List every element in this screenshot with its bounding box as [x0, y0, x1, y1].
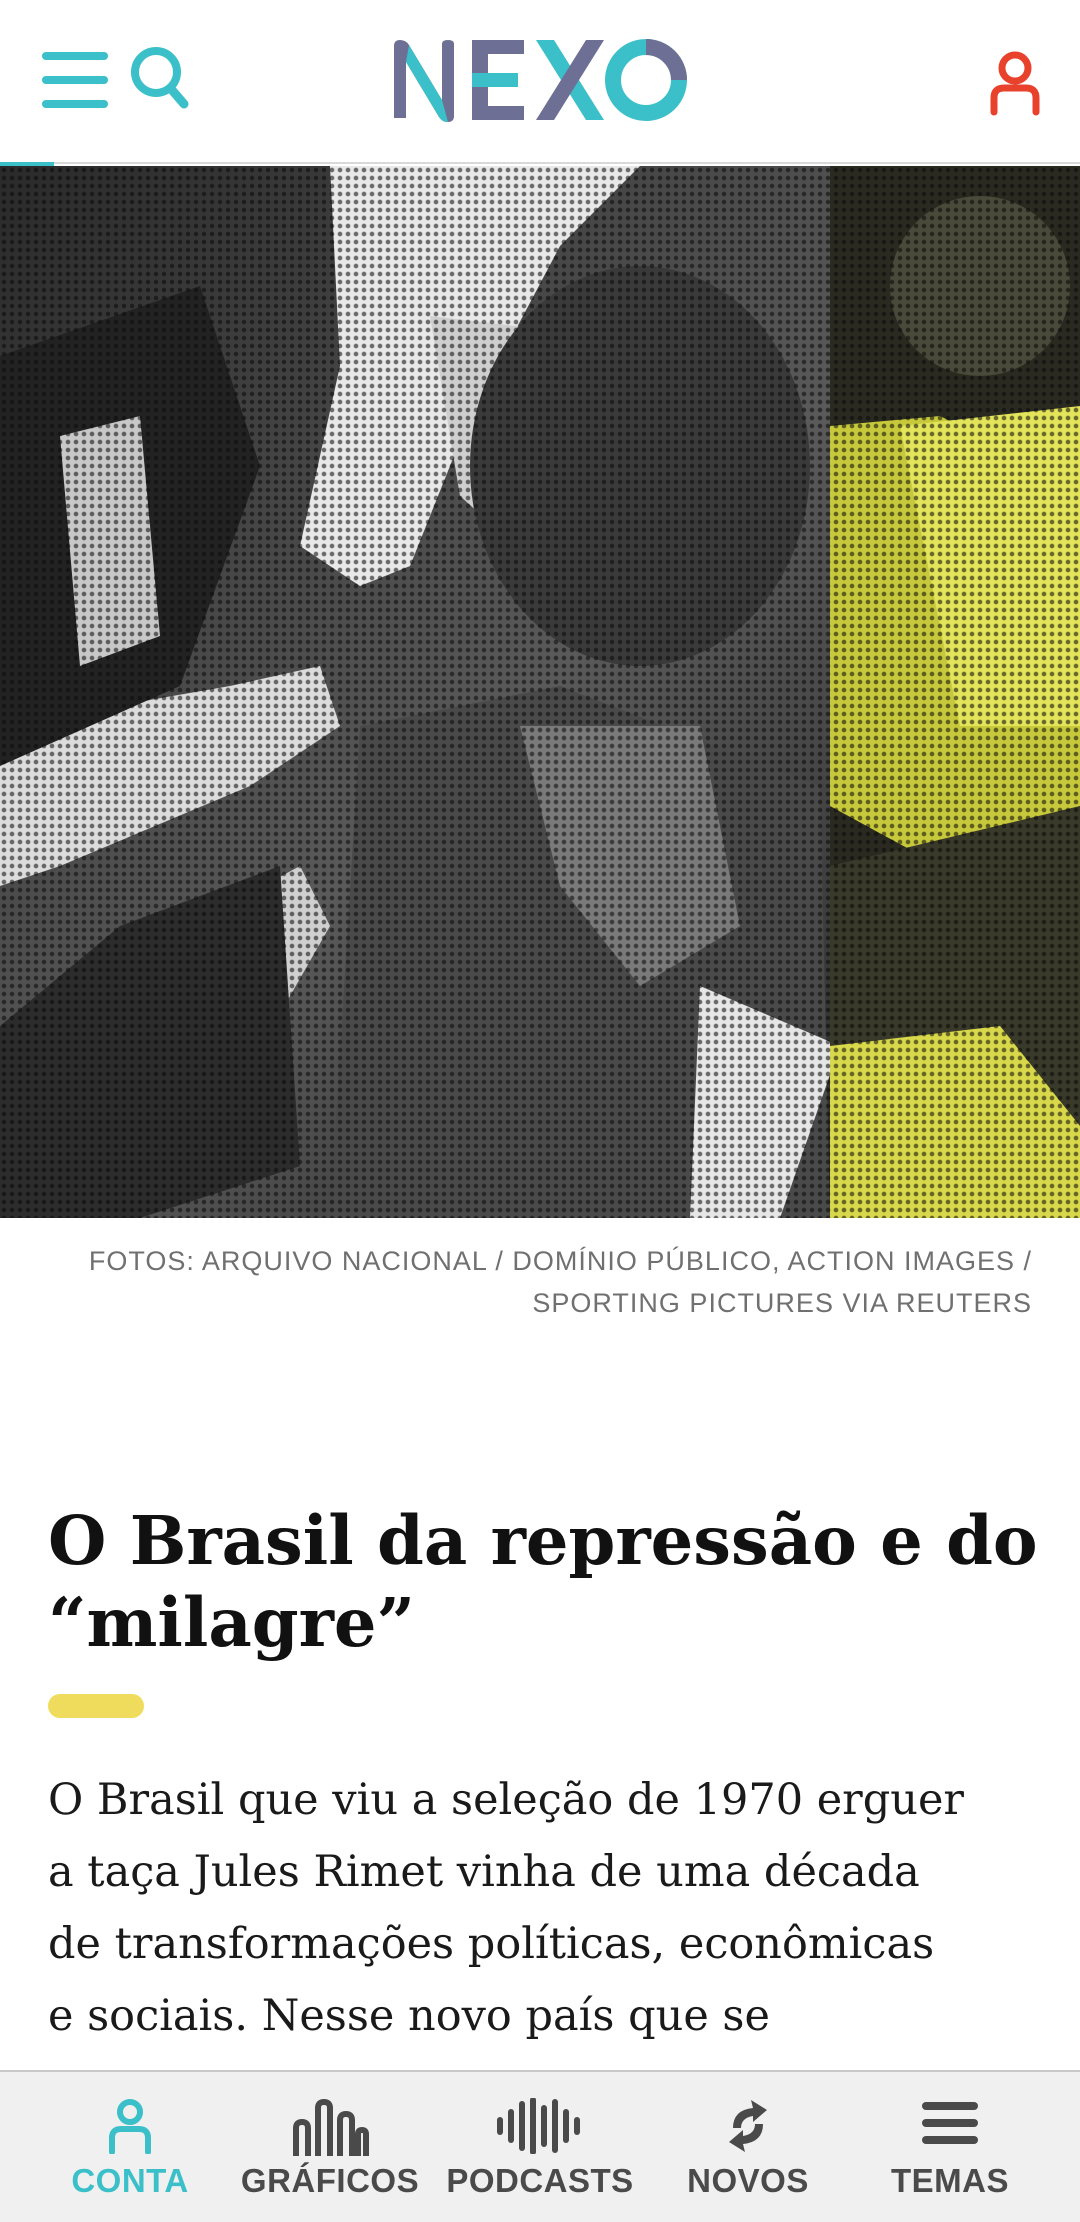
hero-photo: [0, 166, 1080, 1218]
user-icon[interactable]: [990, 50, 1040, 116]
nav-label: PODCASTS: [446, 2162, 634, 2199]
body-line: O Brasil que viu a seleção de 1970 erguer: [48, 1775, 964, 1825]
refresh-icon: [723, 2098, 773, 2159]
title-line-1: O Brasil da repressão e do: [48, 1501, 1038, 1580]
nav-label: CONTA: [71, 2162, 189, 2199]
article-title: [48, 1500, 1048, 1664]
nexo-logo[interactable]: [390, 38, 690, 122]
body-line: a taça Jules Rimet vinha de uma década: [48, 1847, 920, 1897]
article-body: [48, 1764, 1048, 2052]
hamburger-menu-icon[interactable]: [42, 52, 108, 108]
nav-podcasts[interactable]: [440, 2070, 640, 2220]
menu-lines-icon: [920, 2098, 980, 2153]
top-header: [0, 0, 1080, 164]
nav-temas[interactable]: [850, 2070, 1050, 2220]
nexo-logo-mark: [390, 38, 690, 122]
nav-label: GRÁFICOS: [240, 2162, 420, 2199]
caption-line-2: SPORTING PICTURES VIA REUTERS: [532, 1288, 1032, 1318]
title-underline-accent: [48, 1694, 144, 1718]
nav-conta[interactable]: [30, 2070, 230, 2220]
search-icon[interactable]: [128, 44, 190, 110]
body-line: e sociais. Nesse novo país que se: [48, 1991, 770, 2041]
bar-chart-icon: [290, 2098, 370, 2163]
nav-label: NOVOS: [687, 2162, 809, 2199]
nav-graficos[interactable]: [230, 2070, 430, 2220]
title-line-2: “milagre”: [48, 1583, 416, 1662]
body-line: de transformações políticas, econômicas: [48, 1919, 935, 1969]
nav-novos[interactable]: [648, 2070, 848, 2220]
audio-waveform-icon: [495, 2098, 585, 2159]
nav-label: TEMAS: [891, 2162, 1009, 2199]
photo-caption: [22, 1240, 1032, 1324]
user-icon: [108, 2098, 152, 2159]
caption-line-1: FOTOS: ARQUIVO NACIONAL / DOMÍNIO PÚBLICO, ACTION IMAGES /: [88, 1246, 1032, 1276]
